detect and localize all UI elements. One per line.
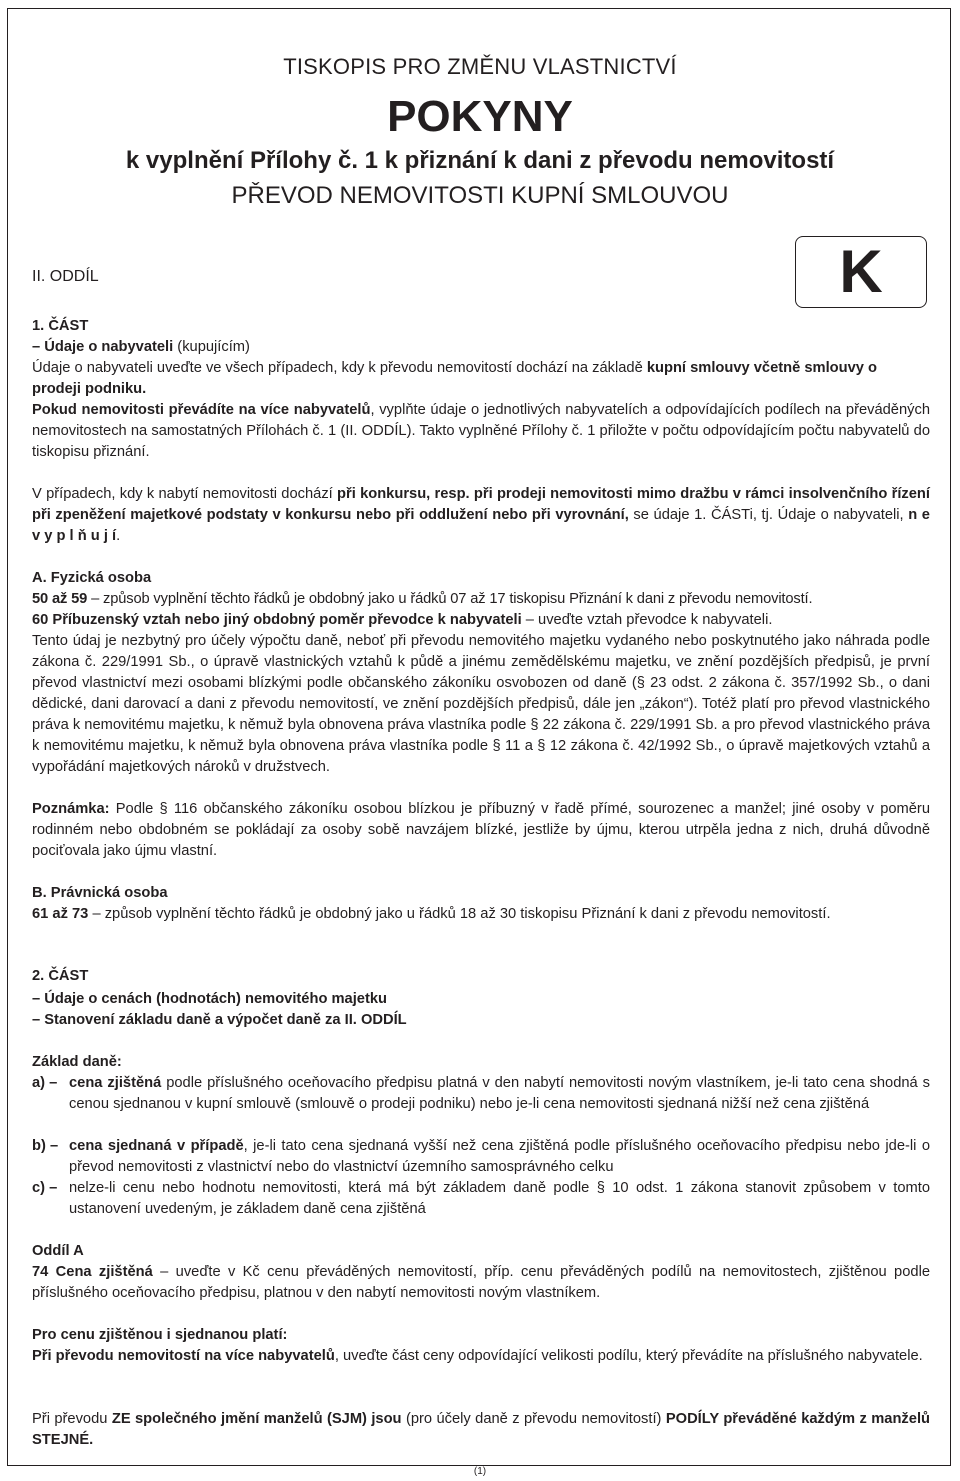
oddil-a-heading: Oddíl A <box>32 1243 84 1259</box>
section-a-note: Poznámka: Podle § 116 občanského zákoníku osobou blízkou je příbuzný v řadě přímé, sourozenec a manžel; jiné osoby v poměru rodinném nebo obdobném se pokládají za osoby sobě navzájem blízké, jestliže by újmu, kterou utrpěla jedna z nich, druhá důvodně pociťovala jako újmu vlastní. <box>32 801 930 859</box>
page-number: (1) <box>473 1466 487 1477</box>
cast1-intro: – Údaje o nabyvateli (kupujícím) <box>32 339 250 355</box>
cast2-heading: 2. ČÁST <box>32 968 89 984</box>
item-a-label: a) – <box>32 1075 58 1091</box>
cast1-heading: 1. ČÁST <box>32 318 89 334</box>
sjm-text: Při převodu ZE společného jmění manželů (SJM) jsou (pro účely daně z převodu nemovitostí) PODÍLY převáděné každým z manželů STEJNÉ. <box>32 1411 930 1448</box>
form-letter-box: K <box>795 236 927 308</box>
subtitle-instructions: k vyplnění Přílohy č. 1 k přiznání k dani z převodu nemovitostí <box>125 147 835 174</box>
row-74: 74 Cena zjištěná – uveďte v Kč cenu převáděných nemovitostí, příp. cenu převáděných podílů na nemovitostech, zjištěnou podle příslušného oceňovacího předpisu, platnou v den nabytí nemovitosti novým vlastníkem. <box>32 1264 930 1301</box>
pro-cenu-heading: Pro cenu zjištěnou i sjednanou platí: <box>32 1327 288 1343</box>
row-50-59: 50 až 59 – způsob vyplnění těchto řádků je obdobný jako u řádků 07 až 17 tiskopisu Přiznání k dani z převodu nemovitostí. <box>32 591 813 607</box>
cast1-paragraph-1: Údaje o nabyvateli uveďte ve všech případech, kdy k převodu nemovitostí dochází na základě kupní smlouvy včetně smlouvy o prodeji podniku. <box>32 360 878 397</box>
cast2-line-2: – Stanovení základu daně a výpočet daně za II. ODDÍL <box>32 1012 407 1028</box>
row-61-73: 61 až 73 – způsob vyplnění těchto řádků je obdobný jako u řádků 18 až 30 tiskopisu Přiznání k dani z převodu nemovitostí. <box>32 906 831 922</box>
item-b-label: b) – <box>32 1138 59 1154</box>
page-title: POKYNY <box>387 92 573 141</box>
section-b-heading: B. Právnická osoba <box>32 885 168 901</box>
cast2-line-1: – Údaje o cenách (hodnotách) nemovitého majetku <box>32 991 388 1007</box>
cast1-paragraph-3: V případech, kdy k nabytí nemovitosti dochází při konkursu, resp. při prodeji nemovitosti mimo dražbu v rámci insolvenčního řízení při zpeněžení majetkové podstaty v konkursu nebo při oddlužení nebo při vyrovnání, se údaje 1. ČÁSTi, tj. Údaje o nabyvateli, n e v y p l ň u j í. <box>32 486 930 544</box>
section-oddil: II. ODDÍL <box>32 268 99 285</box>
item-a-text: cena zjištěná podle příslušného oceňovacího předpisu platná v den nabytí nemovitosti novým vlastníkem, je-li tato cena shodná s cenou sjednanou v kupní smlouvě (smlouvě o prodeji podniku) nebo je-li cena nemovitosti sjednaná nižší než cena zjištěná <box>69 1075 930 1112</box>
zaklad-dane-heading: Základ daně: <box>32 1054 122 1070</box>
item-b-text: cena sjednaná v případě, je-li tato cena sjednaná vyšší než cena zjištěná podle příslušného oceňovacího předpisu nebo jde-li o převod nemovitosti z vlastnictví nebo do vlastnictví územního samosprávného celku <box>69 1138 930 1175</box>
cast1-paragraph-2: Pokud nemovitosti převádíte na více nabyvatelů, vyplňte údaje o jednotlivých nabyvatelích a odpovídajících podílech na převáděných nemovitostech na samostatných Přílohách č. 1 (II. ODDÍL). Takto vyplněné Přílohy č. 1 přiložte v počtu odpovídajícím počtu nabyvatelů do tiskopisu přiznání. <box>32 402 931 460</box>
section-a-paragraph: Tento údaj je nezbytný pro účely výpočtu daně, neboť při převodu nemovitého majetku vydaného nebo poskytnutého jako náhrada podle zákona č. 229/1991 Sb., o úpravě vlastnických vztahů k půdě a jinému zemědělskému majetku, ve znění pozdějších předpisů, je první převod vlastnictví mezi osobami blízkými podle občanského zákoníku osvobozen od daně (§ 23 odst. 2 zákona č. 357/1992 Sb., o dani dědické, dani darovací a dani z převodu nemovitostí, ve znění pozdějších předpisů, dále jen „zákon“). Totéž platí pro převod vlastnického práva k nemovitému majetku, k němuž byla obnovena práva vlastníka podle § 22 zákona č. 229/1991 Sb. a pro převod vlastnického práva k nemovitému majetku, k němuž byla obnovena práva vlastníka podle § 11 a § 12 zákona č. 42/1992 Sb., o úpravě majetkových vztahů a vypořádání majetkových nároků v družstvech. <box>32 633 930 775</box>
section-a-heading: A. Fyzická osoba <box>32 570 152 586</box>
subtitle-transfer-type: PŘEVOD NEMOVITOSTI KUPNÍ SMLOUVOU <box>231 182 729 209</box>
item-c-label: c) – <box>32 1180 58 1196</box>
pro-cenu-text: Při převodu nemovitostí na více nabyvatelů, uveďte část ceny odpovídající velikosti podílu, který převádíte na příslušného nabyvatele. <box>32 1348 923 1364</box>
item-c-text: nelze-li cenu nebo hodnotu nemovitosti, která má být základem daně podle § 10 odst. 1 zákona stanovit způsobem v tomto ustanovení uvedeným, je základem daně cena zjištěná <box>69 1180 930 1217</box>
form-type-title: TISKOPIS PRO ZMĚNU VLASTNICTVÍ <box>283 54 677 79</box>
row-60: 60 Příbuzenský vztah nebo jiný obdobný poměr převodce k nabyvateli – uveďte vztah převodce k nabyvateli. <box>32 612 773 628</box>
